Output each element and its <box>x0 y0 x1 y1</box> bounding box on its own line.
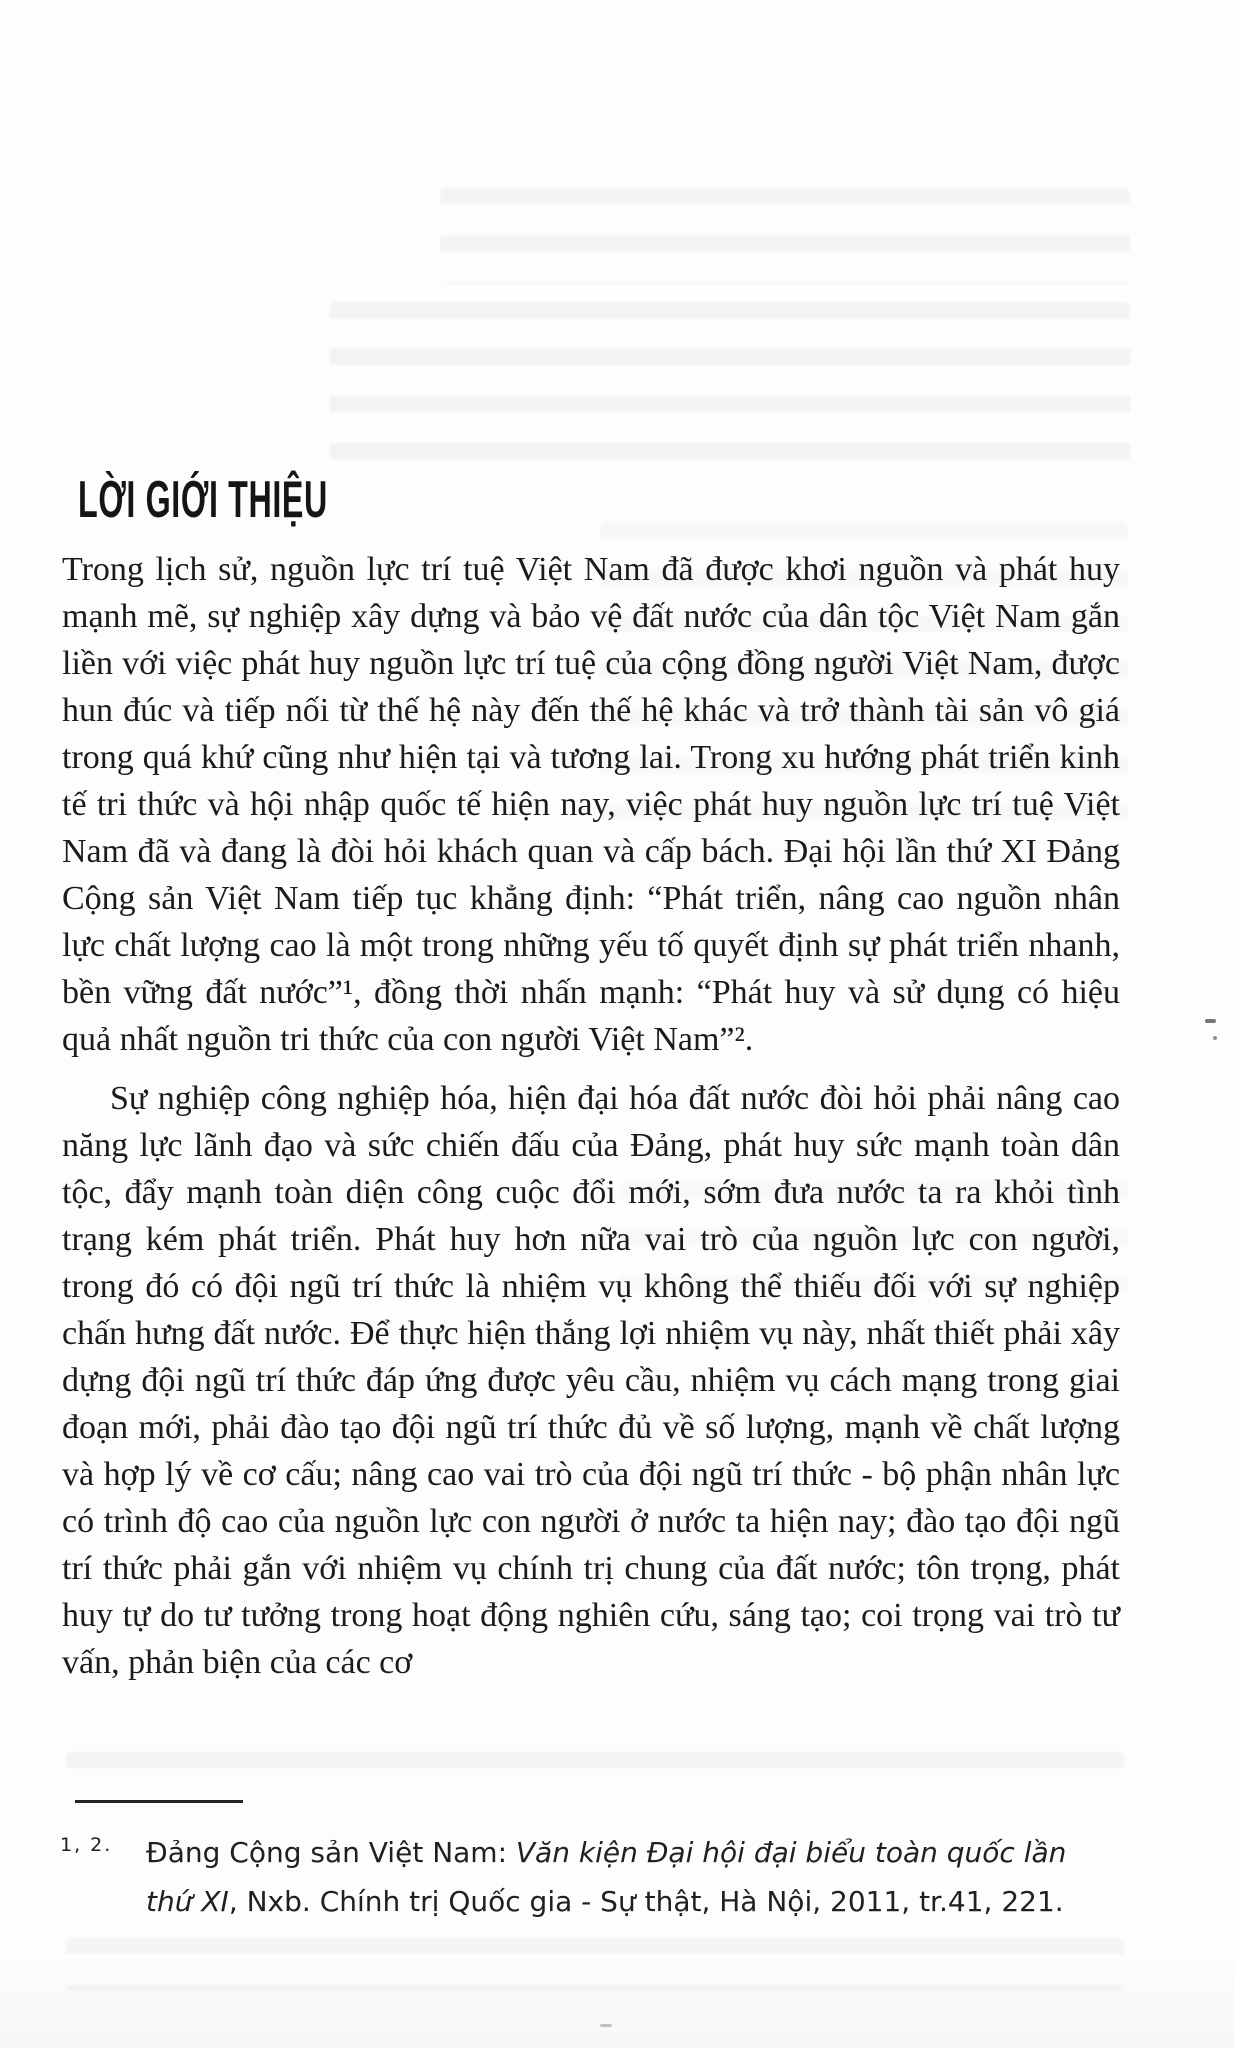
bleed-through-text <box>330 302 1130 462</box>
scan-speck <box>1213 1036 1217 1040</box>
footnote-markers: 1, 2. <box>60 1834 113 1856</box>
bleed-through-text <box>66 1752 1124 1798</box>
body-paragraph-2: Sự nghiệp công nghiệp hóa, hiện đại hóa đất nước đòi hỏi phải nâng cao năng lực lãnh đạo và sức chiến đấu của Đảng, phát huy sức mạnh toàn dân tộc, đẩy mạnh toàn diện công cuộc đổi mới, sớm đưa nước ta ra khỏi tình trạng kém phát triển. Phát huy hơn nữa vai trò của nguồn lực con người, trong đó có đội ngũ trí thức là nhiệm vụ không thể thiếu đối với sự nghiệp chấn hưng đất nước. Để thực hiện thắng lợi nhiệm vụ này, nhất thiết phải xây dựng đội ngũ trí thức đáp ứng được yêu cầu, nhiệm vụ cách mạng trong giai đoạn mới, phải đào tạo đội ngũ trí thức đủ về số lượng, mạnh về chất lượng và hợp lý về cơ cấu; nâng cao vai trò của đội ngũ trí thức - bộ phận nhân lực có trình độ cao của nguồn lực con người ở nước ta hiện nay; đào tạo đội ngũ trí thức phải gắn với nhiệm vụ chính trị chung của đất nước; tôn trọng, phát huy tự do tư tưởng trong hoạt động nghiên cứu, sáng tạo; coi trọng vai trò tư vấn, phản biện của các cơ <box>62 1080 1120 1681</box>
footnote-divider <box>75 1800 243 1803</box>
footnote-author: Đảng Cộng sản Việt Nam: <box>146 1836 516 1869</box>
chapter-title: LỜI GIỚI THIỆU <box>78 470 328 529</box>
bleed-through-text <box>66 1938 1124 1990</box>
footnote <box>60 1828 1070 1926</box>
bleed-through-text <box>440 188 1130 284</box>
body-text <box>62 546 1120 1686</box>
body-paragraph-1: Trong lịch sử, nguồn lực trí tuệ Việt Nam đã được khơi nguồn và phát huy mạnh mẽ, sự nghiệp xây dựng và bảo vệ đất nước của dân tộc Việt Nam gắn liền với việc phát huy nguồn lực trí tuệ của cộng đồng người Việt Nam, được hun đúc và tiếp nối từ thế hệ này đến thế hệ khác và trở thành tài sản vô giá trong quá khứ cũng như hiện tại và tương lai. Trong xu hướng phát triển kinh tế tri thức và hội nhập quốc tế hiện nay, việc phát huy nguồn lực trí tuệ Việt Nam đã và đang là đòi hỏi khách quan và cấp bách. Đại hội lần thứ XI Đảng Cộng sản Việt Nam tiếp tục khẳng định: “Phát triển, nâng cao nguồn nhân lực chất lượng cao là một trong những yếu tố quyết định sự phát triển nhanh, bền vững đất nước”¹, đồng thời nhấn mạnh: “Phát huy và sử dụng có hiệu quả nhất nguồn tri thức của con người Việt Nam”². <box>62 551 1120 1058</box>
scan-speck <box>1205 1019 1216 1023</box>
scan-speck <box>600 2024 612 2027</box>
footnote-work-title: Văn kiện Đại hội đại biểu toàn quốc lần thứ XI <box>146 1836 1067 1918</box>
footnote-text <box>146 1828 1070 1926</box>
footnote-publication: , Nxb. Chính trị Quốc gia - Sự thật, Hà Nội, 2011, tr.41, 221. <box>228 1885 1064 1918</box>
